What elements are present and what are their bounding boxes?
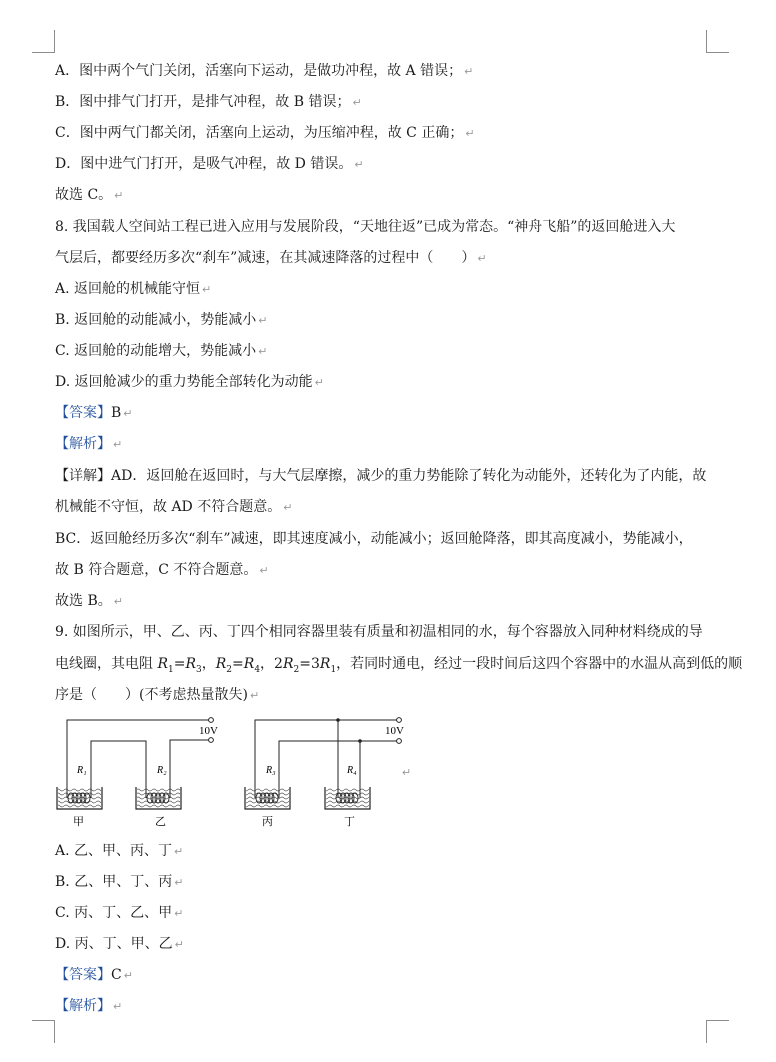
- q9-stem-line-3: 序是（ ）(不考虑热量散失) ↵: [55, 687, 260, 703]
- water-jia: [58, 788, 101, 808]
- water-ding: [326, 788, 369, 808]
- water-yi: [137, 788, 180, 808]
- page-corner-mark: [32, 1020, 55, 1043]
- q9-option-d: D. 丙、丁、甲、乙 ↵: [55, 936, 184, 952]
- q9-stem-line-2: 电线圈，其电阻 $R_1=R_3$，$R_2=R_4$，$2R_2=3R_1$，若同时通电，经过一段时间后这四个容器中的水温从高到低的顺: [55, 656, 743, 675]
- q8-option-c: C. 返回舱的动能增大，势能减小 ↵: [55, 343, 268, 359]
- voltage-label-right: 10V: [385, 725, 404, 737]
- q8-conclusion: 故选 B。 ↵: [55, 593, 123, 609]
- q9-option-a: A. 乙、甲、丙、丁 ↵: [55, 843, 184, 859]
- q8-detail-line-3: BC．返回舱经历多次“刹车”减速，即其速度减小，动能减小；返回舱降落，即其高度减小，势能减小，: [55, 531, 693, 547]
- series-circuit: [57, 718, 218, 828]
- q8-stem-line-2: 气层后，都要经历多次“刹车”减速，在其减速降落的过程中（ ） ↵: [55, 250, 487, 266]
- q7-conclusion: 故选 C。 ↵: [55, 187, 124, 203]
- q8-option-d: D. 返回舱减少的重力势能全部转化为动能 ↵: [55, 374, 324, 390]
- q9-option-b: B. 乙、甲、丁、丙 ↵: [55, 874, 184, 890]
- circuit-figure: [40, 712, 420, 832]
- paragraph-mark: ↵: [402, 767, 412, 779]
- q7-option-d: D．图中进气门打开，是吸气冲程，故 D 错误。 ↵: [55, 156, 364, 172]
- caption-ding: 丁: [344, 816, 355, 828]
- q9-stem-line-1: 9. 如图所示，甲、乙、丙、丁四个相同容器里装有质量和初温相同的水，每个容器放入同种材料绕成的导: [55, 624, 703, 640]
- junction-dot: [336, 718, 340, 722]
- q8-option-a: A. 返回舱的机械能守恒 ↵: [55, 281, 212, 297]
- q9-answer: 【答案】C ↵: [55, 967, 133, 983]
- junction-dot: [358, 739, 362, 743]
- label-r3: R₃: [266, 765, 276, 776]
- q8-detail-line-4: 故 B 符合题意，C 不符合题意。 ↵: [55, 562, 269, 578]
- q7-option-a: A．图中两个气门关闭，活塞向下运动，是做功冲程，故 A 错误； ↵: [55, 63, 474, 79]
- q7-option-b: B．图中排气门打开，是排气冲程，故 B 错误； ↵: [55, 94, 362, 110]
- label-r4: R₄: [347, 765, 357, 776]
- page-corner-mark: [706, 1020, 729, 1043]
- caption-jia: 甲: [73, 816, 84, 828]
- water-bing: [246, 788, 289, 808]
- terminal: [209, 718, 214, 723]
- voltage-label-left: 10V: [199, 725, 218, 737]
- q9-option-c: C. 丙、丁、乙、甲 ↵: [55, 905, 184, 921]
- q8-answer: 【答案】B ↵: [55, 405, 133, 421]
- q8-detail-line-2: 机械能不守恒，故 AD 不符合题意。 ↵: [55, 499, 293, 515]
- label-r1: R₁: [77, 765, 87, 776]
- caption-yi: 乙: [155, 816, 166, 828]
- q8-stem-line-1: 8. 我国载人空间站工程已进入应用与发展阶段，“天地往返”已成为常态。“神舟飞船”的返回舱进入大: [55, 219, 676, 235]
- terminal: [397, 718, 402, 723]
- q9-analysis-heading: 【解析】 ↵: [55, 998, 123, 1014]
- terminal: [209, 738, 214, 743]
- q8-option-b: B. 返回舱的动能减小，势能减小 ↵: [55, 312, 268, 328]
- parallel-circuit: [245, 718, 404, 828]
- page-corner-mark: [32, 30, 55, 53]
- q8-analysis-heading: 【解析】 ↵: [55, 436, 123, 452]
- terminal: [397, 739, 402, 744]
- q7-option-c: C．图中两气门都关闭，活塞向上运动，为压缩冲程，故 C 正确； ↵: [55, 125, 475, 141]
- label-r2: R₂: [157, 765, 167, 776]
- page-corner-mark: [706, 30, 729, 53]
- caption-bing: 丙: [262, 816, 273, 828]
- q8-detail-line-1: 【详解】AD．返回舱在返回时，与大气层摩擦，减少的重力势能除了转化为动能外，还转化为了内能，故: [55, 468, 707, 484]
